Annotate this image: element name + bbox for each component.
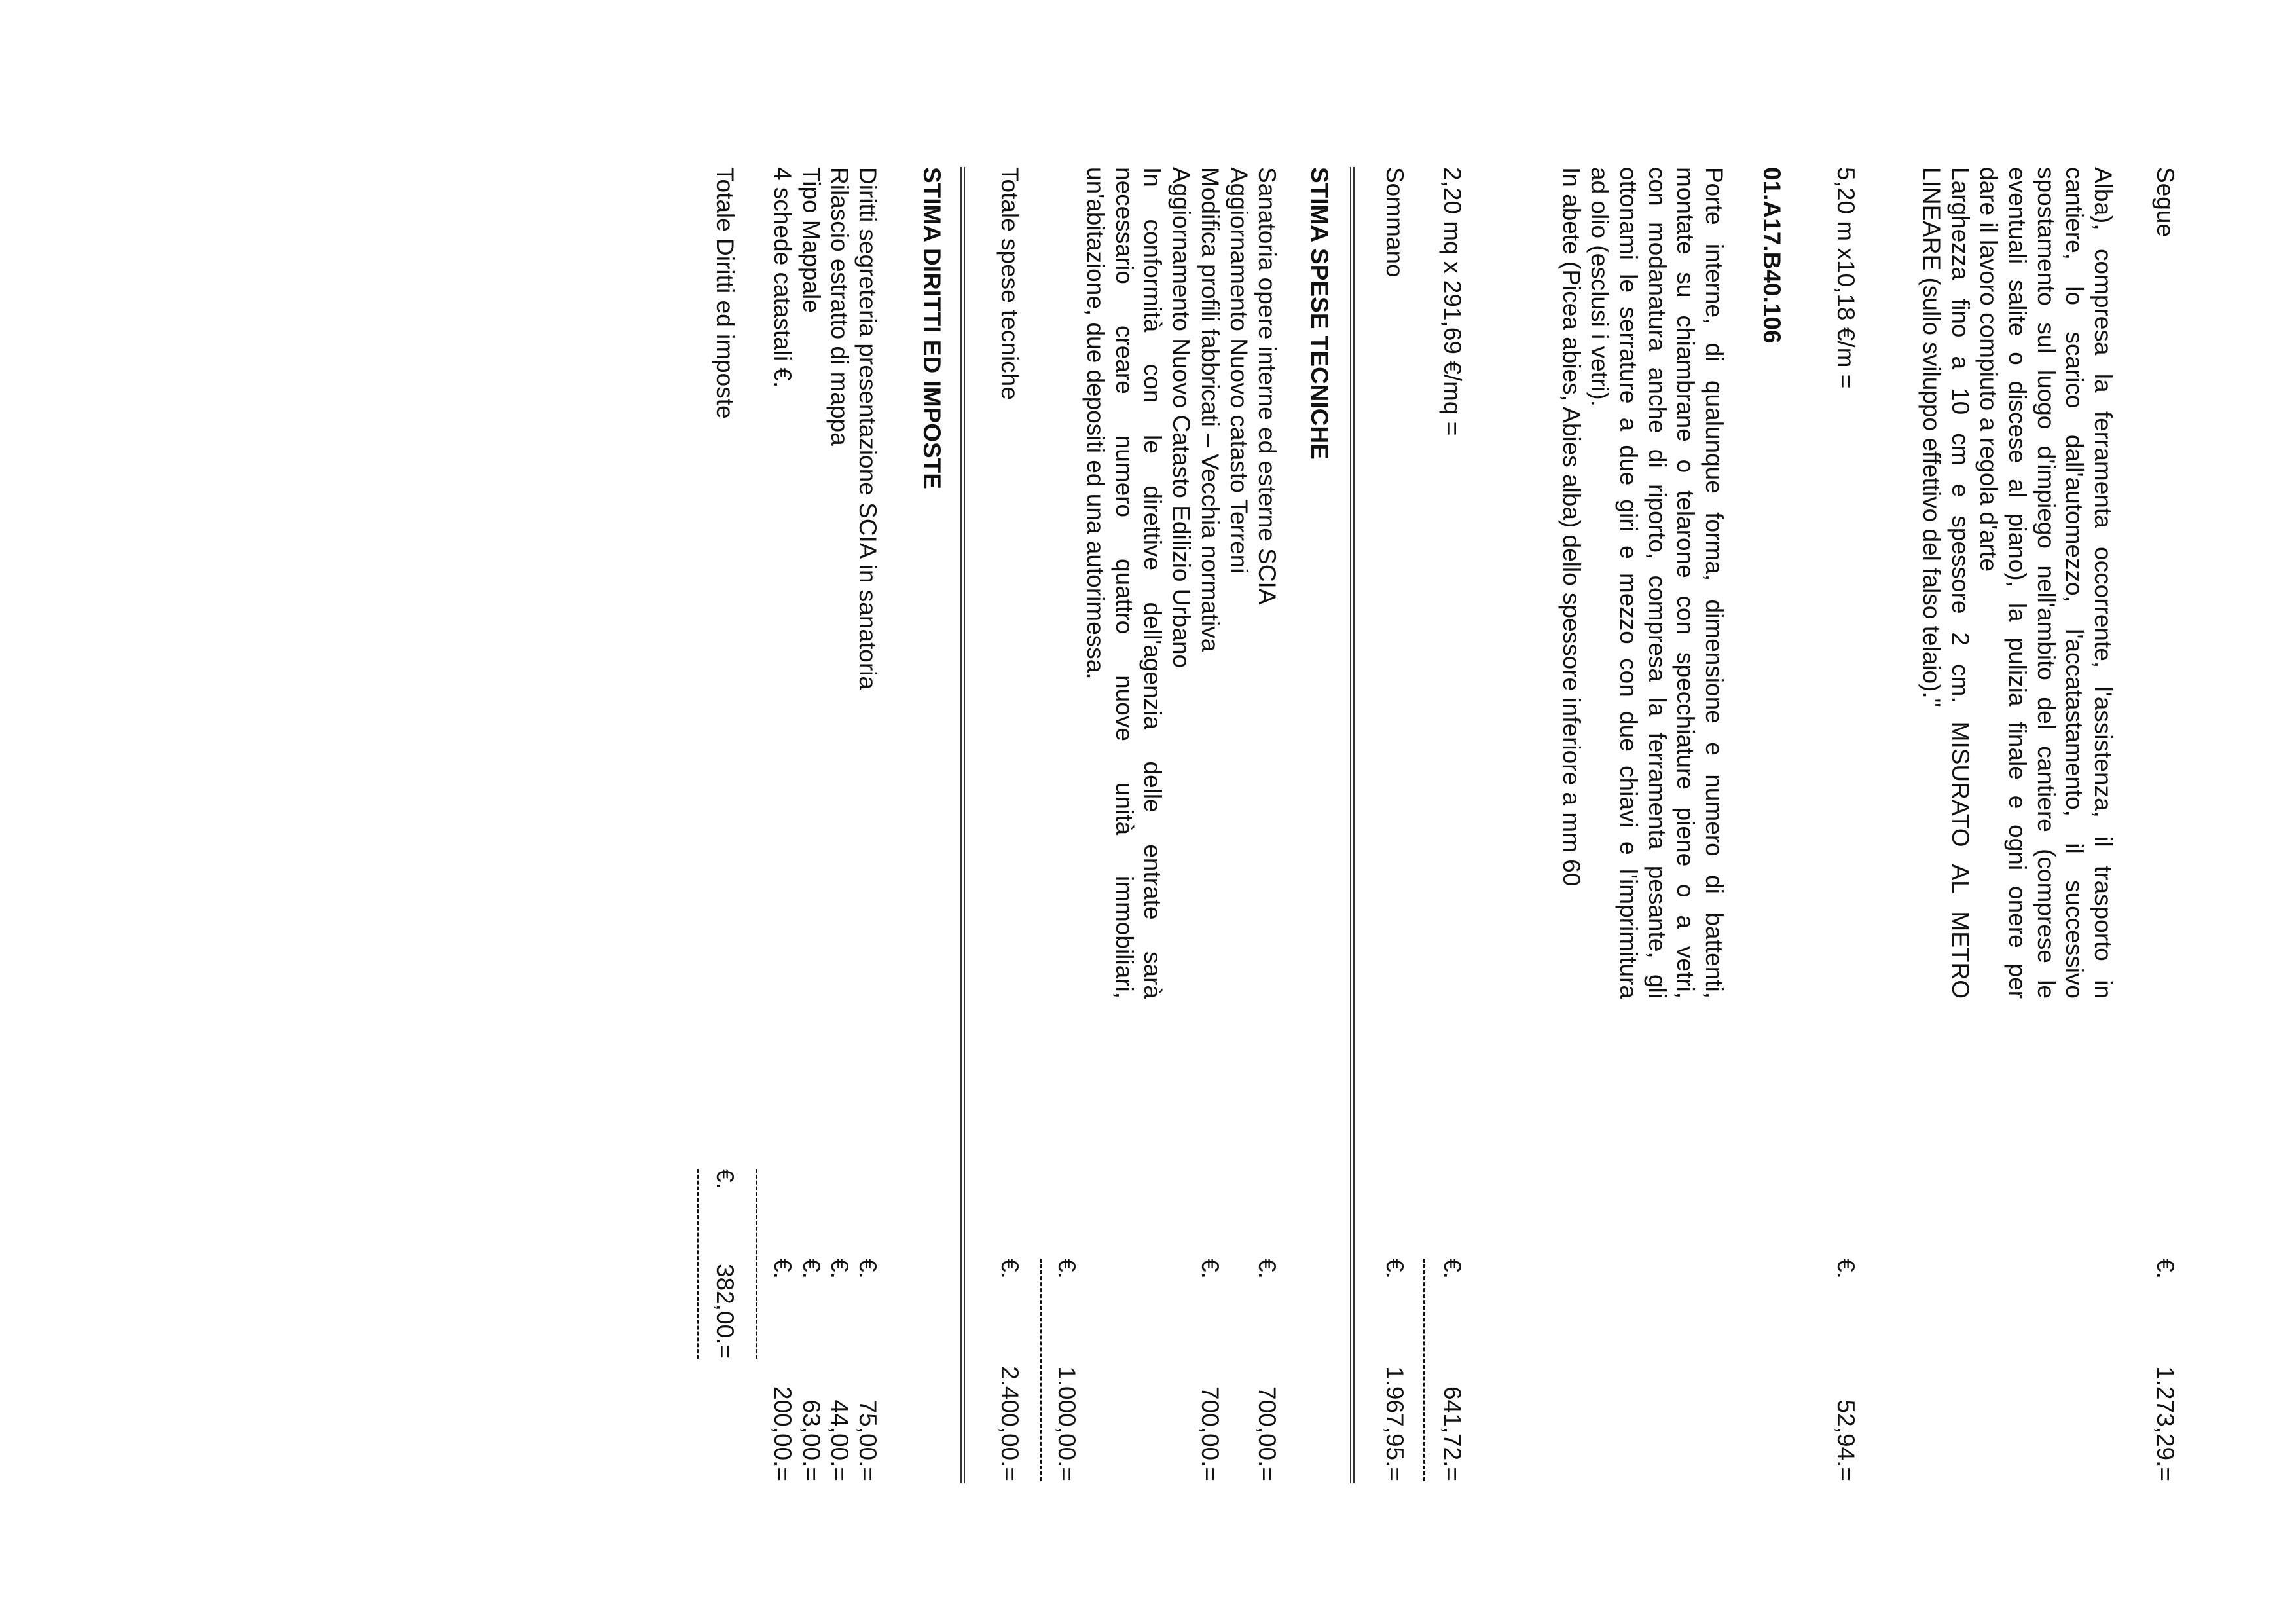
diritti-item-label: Tipo Mappale xyxy=(798,167,825,313)
paragraph-line: ottonami le serrature a due giri e mezzo con due chiavi e l'imprimitura xyxy=(1615,167,1643,999)
spese-item xyxy=(1081,167,1195,999)
spese-item-line: Aggiornamento Nuovo Catasto Edilizio Urbano xyxy=(1168,167,1195,669)
spese-item-amount: 1.000,00.= xyxy=(1053,1366,1080,1481)
spese-total-currency: €. xyxy=(996,1259,1023,1279)
diritti-total-label: Totale Diritti ed imposte xyxy=(712,167,738,419)
spese-item-line: necessario creare numero quattro nuove unità immobiliari, xyxy=(1110,167,1138,999)
spese-item-line: Aggiornamento Nuovo catasto Terreni xyxy=(1226,167,1252,574)
sum-divider xyxy=(756,1169,757,1359)
diritti-item-currency: €. xyxy=(826,1259,853,1279)
sum-divider xyxy=(1423,1259,1425,1481)
paragraph-line: montate su chiambrane o telarone con specchiature piene o a vetri, xyxy=(1672,167,1700,999)
paragraph-line: Porte interne, di qualunque forma, dimensione e numero di battenti, xyxy=(1701,167,1728,999)
spese-item-amount: 700,00.= xyxy=(1197,1386,1224,1481)
sum-divider xyxy=(1040,1259,1042,1481)
segue-amount: 1.273,29.= xyxy=(2152,1366,2179,1481)
diritti-item-amount: 75,00.= xyxy=(854,1399,881,1481)
diritti-heading: STIMA DIRITTI ED IMPOSTE xyxy=(919,167,945,489)
calc2-text: 2,20 mq x 291,69 €/mq = xyxy=(1439,167,1466,436)
sum-divider xyxy=(697,1169,699,1359)
spese-item xyxy=(1252,167,1281,999)
section-divider xyxy=(960,167,965,1483)
calc1-amount: 52,94.= xyxy=(1832,1399,1859,1481)
diritti-item-amount: 44,00.= xyxy=(826,1399,853,1481)
spese-item-currency: €. xyxy=(1053,1259,1080,1279)
spese-item xyxy=(1196,167,1253,999)
item-code: 01.A17.B40.106 xyxy=(1758,167,1785,344)
section-divider xyxy=(1350,167,1355,1483)
sommano-label: Sommano xyxy=(1381,167,1408,278)
paragraph-line: dare il lavoro compiuto a regola d'arte xyxy=(1975,167,2003,572)
paragraph-line: Alba), compresa la ferramenta occorrente, l'assistenza, il trasporto in xyxy=(2090,167,2117,999)
diritti-item-currency: €. xyxy=(854,1259,881,1279)
porte-paragraph xyxy=(1557,167,1728,999)
spese-total-amount: 2.400,00.= xyxy=(996,1366,1023,1481)
paragraph-line: In abete (Picea abies, Abies alba) dello spessore inferiore a mm 60 xyxy=(1558,167,1585,887)
segue-label: Segue xyxy=(2152,167,2179,237)
paragraph-line: Larghezza fino a 10 cm e spessore 2 cm. MISURATO AL METRO xyxy=(1946,167,1974,999)
sommano-amount: 1.967,95.= xyxy=(1381,1366,1408,1481)
spese-heading: STIMA SPESE TECNICHE xyxy=(1306,167,1333,460)
spese-item-currency: €. xyxy=(1197,1259,1224,1279)
spese-total-label: Totale spese tecniche xyxy=(996,167,1023,400)
spese-item-line: un'abitazione, due depositi ed una autorimessa. xyxy=(1082,167,1110,680)
diritti-item-label: Rilascio estratto di mappa xyxy=(826,167,853,446)
spese-item-currency: €. xyxy=(1254,1259,1281,1279)
spese-item-line: Modifica profili fabbricati – Vecchia normativa xyxy=(1197,167,1224,652)
sommano-currency: €. xyxy=(1381,1259,1408,1279)
spese-item-line: Sanatoria opere interne ed esterne SCIA xyxy=(1254,167,1281,605)
diritti-item-label: Diritti segreteria presentazione SCIA in sanatoria xyxy=(854,167,881,690)
diritti-total-currency: €. xyxy=(712,1169,738,1189)
diritti-total-amount: 382,00.= xyxy=(712,1263,738,1359)
diritti-item-amount: 200,00.= xyxy=(769,1386,796,1481)
spese-item-amount: 700,00.= xyxy=(1254,1386,1281,1481)
calc1-text: 5,20 m x10,18 €/m = xyxy=(1832,167,1859,389)
diritti-item-label: 4 schede catastali €. xyxy=(769,167,796,388)
diritti-item-currency: €. xyxy=(798,1259,825,1279)
paragraph-line: cantiere, lo scarico dall'automezzo, l'accatastamento, il successivo xyxy=(2061,167,2088,999)
calc2-amount: 641,72.= xyxy=(1439,1386,1466,1481)
paragraph-line: ad olio (esclusi i vetri). xyxy=(1586,167,1614,407)
diritti-item-currency: €. xyxy=(769,1259,796,1279)
paragraph-line: spostamento sul luogo d'impiego nell'ambito del cantiere (comprese le xyxy=(2032,167,2060,999)
segue-currency: €. xyxy=(2152,1259,2179,1279)
spese-item-line: In conformità con le direttive dell'agenzia delle entrate sarà xyxy=(1139,167,1167,999)
calc2-currency: €. xyxy=(1439,1259,1466,1279)
diritti-item-amount: 63,00.= xyxy=(798,1399,825,1481)
intro-paragraph xyxy=(1917,167,2117,999)
paragraph-line: eventuali salite o discese al piano), la pulizia finale e ogni onere per xyxy=(2004,167,2032,999)
paragraph-line: con modanatura anche di riporto, compresa la ferramenta pesante, gli xyxy=(1643,167,1671,999)
paragraph-line: LINEARE (sullo sviluppo effettivo del falso telaio)." xyxy=(1918,167,1946,707)
calc1-currency: €. xyxy=(1832,1259,1859,1279)
